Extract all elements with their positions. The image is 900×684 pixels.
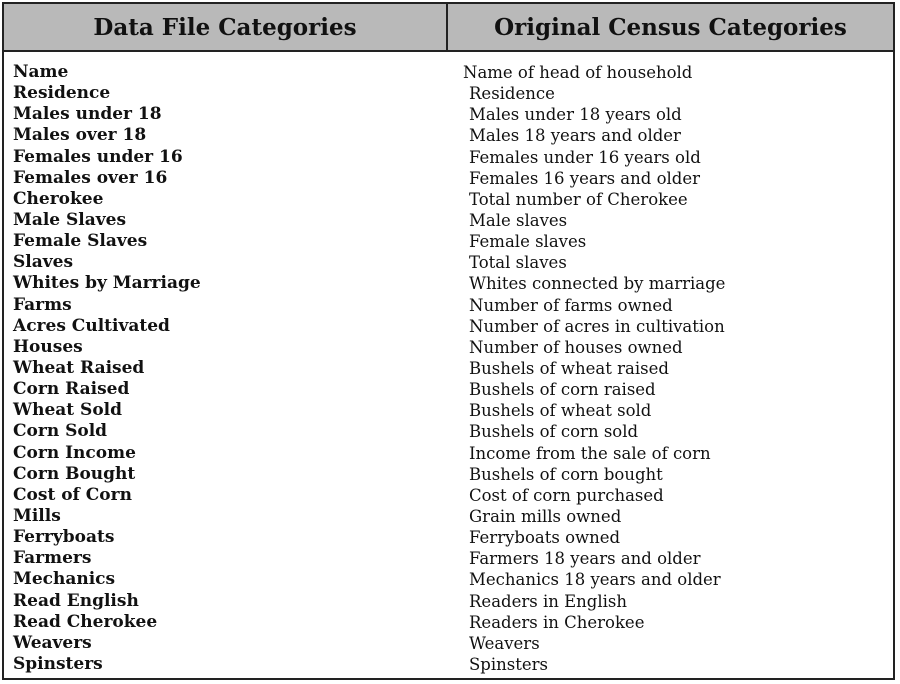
census-category-cell: Number of acres in cultivation [469, 316, 725, 336]
data-file-category-cell: Female Slaves [13, 231, 148, 252]
table-row [4, 400, 893, 421]
data-file-category-cell: Corn Income [13, 442, 136, 463]
data-file-category-cell: Corn Raised [13, 379, 130, 400]
category-table [2, 2, 895, 680]
table-row [4, 147, 893, 168]
data-file-category-cell: Male Slaves [13, 209, 127, 230]
table-row [4, 485, 893, 506]
data-file-category-cell: Spinsters [13, 653, 103, 674]
census-category-cell: Spinsters [469, 654, 548, 674]
census-category-cell: Whites connected by marriage [469, 274, 726, 294]
data-file-category-cell: Corn Sold [13, 421, 108, 442]
census-category-cell: Bushels of corn sold [469, 422, 639, 442]
census-category-cell: Total slaves [469, 253, 567, 273]
table-row [4, 464, 893, 485]
census-category-cell: Readers in English [469, 591, 627, 611]
data-file-category-cell: Slaves [13, 252, 74, 273]
census-category-cell: Weavers [469, 633, 540, 653]
census-category-cell: Bushels of wheat raised [469, 358, 669, 378]
data-file-category-cell: Males over 18 [13, 125, 147, 146]
table-row [4, 527, 893, 548]
data-file-category-cell: Wheat Raised [13, 357, 145, 378]
data-file-category-cell: Females under 16 [13, 146, 183, 167]
table-row [4, 612, 893, 633]
census-category-cell: Bushels of corn bought [469, 464, 663, 484]
data-file-category-cell: Name [13, 62, 69, 82]
table-row [4, 125, 893, 146]
data-file-category-cell: Whites by Marriage [13, 273, 201, 294]
table-row [4, 62, 893, 83]
table-row [4, 358, 893, 379]
census-category-cell: Female slaves [469, 232, 587, 252]
data-file-category-cell: Residence [13, 83, 111, 104]
table-row [4, 189, 893, 210]
data-file-category-cell: Mechanics [13, 569, 116, 590]
data-file-category-cell: Houses [13, 336, 83, 357]
data-file-category-cell: Corn Bought [13, 463, 136, 484]
data-file-category-cell: Weavers [13, 632, 92, 653]
table-row [4, 379, 893, 400]
census-category-cell: Females 16 years and older [469, 168, 701, 188]
census-category-cell: Grain mills owned [469, 506, 622, 526]
table-row [4, 569, 893, 590]
table-row [4, 443, 893, 464]
table-row [4, 252, 893, 273]
table-row [4, 316, 893, 337]
table-body [4, 62, 893, 675]
table-row [4, 633, 893, 654]
table-row [4, 104, 893, 125]
data-file-category-cell: Mills [13, 505, 61, 526]
table-row [4, 654, 893, 675]
census-category-cell: Income from the sale of corn [469, 443, 711, 463]
header-original-census-categories: Original Census Categories [494, 13, 847, 41]
header-data-file-categories: Data File Categories [4, 4, 448, 50]
census-category-cell: Males under 18 years old [469, 105, 682, 125]
data-file-category-cell: Females over 16 [13, 167, 168, 188]
data-file-category-cell: Farms [13, 294, 72, 315]
census-category-cell: Name of head of household [463, 63, 693, 82]
table-row [4, 83, 893, 104]
census-category-cell: Farmers 18 years and older [469, 549, 701, 569]
data-file-category-cell: Acres Cultivated [13, 315, 170, 336]
table-row [4, 273, 893, 294]
census-category-cell: Bushels of wheat sold [469, 401, 652, 421]
table-row [4, 210, 893, 231]
data-file-category-cell: Read Cherokee [13, 611, 158, 632]
census-category-cell: Male slaves [469, 210, 568, 230]
census-category-cell: Females under 16 years old [469, 147, 701, 167]
table-header-row [4, 4, 893, 52]
census-category-cell: Number of houses owned [469, 337, 683, 357]
census-category-cell: Cost of corn purchased [469, 485, 664, 505]
data-file-category-cell: Wheat Sold [13, 400, 123, 421]
data-file-category-cell: Farmers [13, 548, 92, 569]
table-row [4, 591, 893, 612]
table-row [4, 168, 893, 189]
census-category-cell: Males 18 years and older [469, 126, 681, 146]
data-file-category-cell: Ferryboats [13, 527, 115, 548]
table-row [4, 337, 893, 358]
census-category-cell: Ferryboats owned [469, 528, 621, 548]
table-row [4, 421, 893, 442]
census-category-cell: Mechanics 18 years and older [469, 570, 721, 590]
data-file-category-cell: Cost of Corn [13, 484, 132, 505]
table-row [4, 295, 893, 316]
census-category-cell: Bushels of corn raised [469, 380, 656, 400]
table-row [4, 548, 893, 569]
data-file-category-cell: Males under 18 [13, 104, 162, 125]
table-row [4, 231, 893, 252]
data-file-category-cell: Cherokee [13, 188, 104, 209]
census-category-cell: Residence [469, 84, 555, 104]
census-category-cell: Number of farms owned [469, 295, 673, 315]
table-row [4, 506, 893, 527]
census-category-cell: Total number of Cherokee [469, 189, 688, 209]
data-file-category-cell: Read English [13, 590, 139, 611]
census-category-cell: Readers in Cherokee [469, 612, 645, 632]
